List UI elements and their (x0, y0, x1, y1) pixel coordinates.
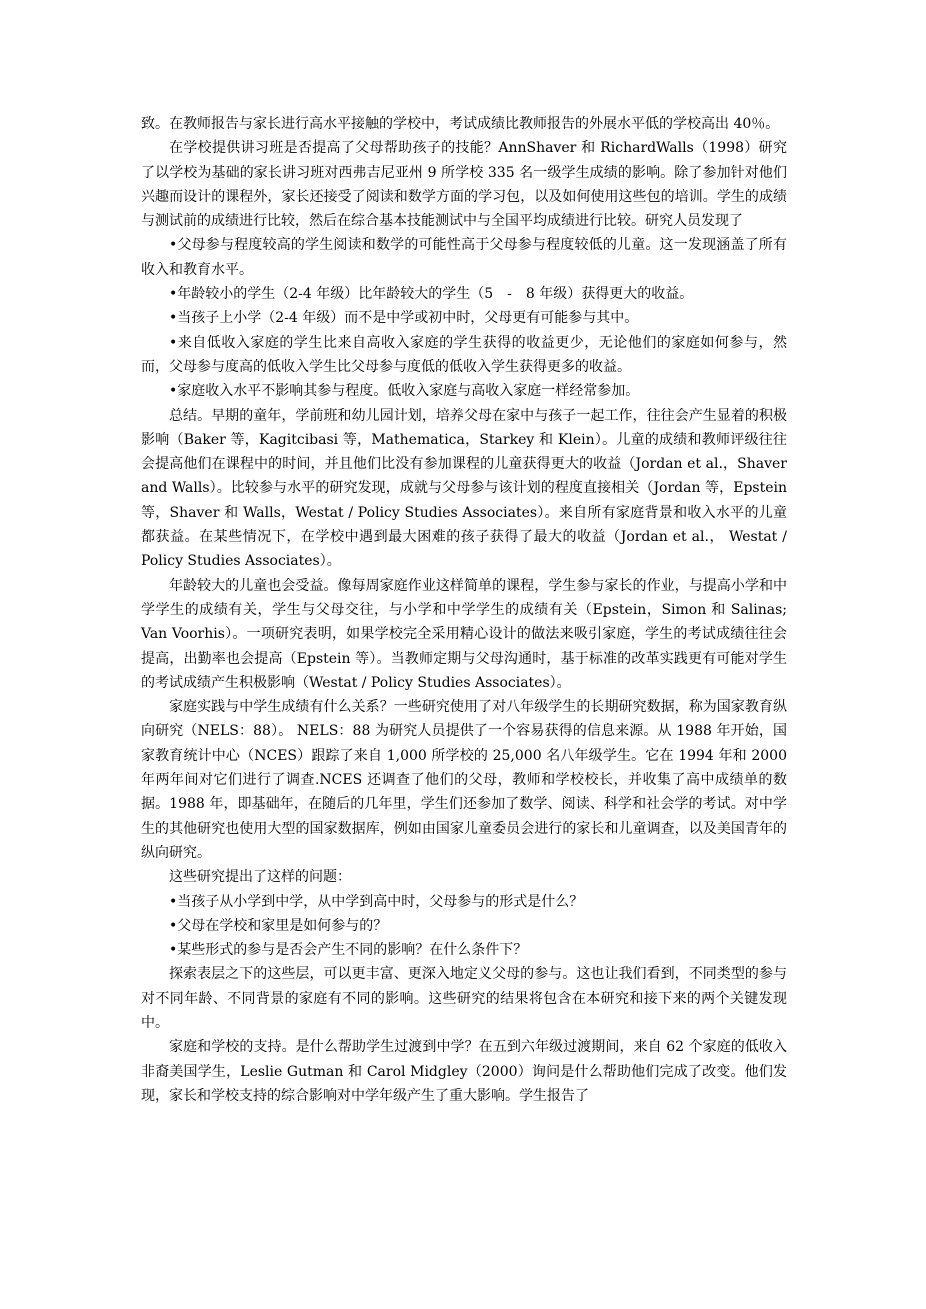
paragraph: 家庭和学校的支持。是什么帮助学生过渡到中学？在五到六年级过渡期间，来自 62 个家庭的低收入非裔美国学生，Leslie Gutman 和 Carol Midgley（2000）询问是什么帮助他们完成了改变。他们发现，家长和学校支持的综合影响对中学年级产生了重大影响。学生报告了 (141, 1039, 787, 1104)
document-body (141, 112, 787, 1108)
bullet-item: •年龄较小的学生（2-4 年级）比年龄较大的学生（5 - 8 年级）获得更大的收益。 (169, 286, 694, 303)
paragraph: 致。在教师报告与家长进行高水平接触的学校中，考试成绩比教师报告的外展水平低的学校高出 40％。 (141, 116, 780, 132)
bullet-item: •当孩子上小学（2-4 年级）而不是中学或初中时，父母更有可能参与其中。 (169, 310, 639, 327)
paragraph: 探索表层之下的这些层，可以更丰富、更深入地定义父母的参与。这也让我们看到，不同类型的参与对不同年龄、不同背景的家庭有不同的影响。这些研究的结果将包含在本研究和接下来的两个关键发现中。 (141, 966, 787, 1031)
bullet-item: •父母参与程度较高的学生阅读和数学的可能性高于父母参与程度较低的儿童。这一发现涵盖了所有收入和教育水平。 (141, 237, 787, 278)
bullet-item: •当孩子从小学到中学，从中学到高中时，父母参与的形式是什么？ (169, 893, 584, 910)
bullet-item: •家庭收入水平不影响其参与程度。低收入家庭与高收入家庭一样经常参加。 (169, 383, 640, 400)
paragraph: 这些研究提出了这样的问题： (169, 869, 351, 886)
paragraph: 在学校提供讲习班是否提高了父母帮助孩子的技能？AnnShaver 和 RichardWalls（1998）研究了以学校为基础的家长讲习班对西弗吉尼亚州 9 所学校 335 名一级学生成绩的影响。除了参加针对他们兴趣而设计的课程外，家长还接受了阅读和数学方面的学习包，以及如何使用这些包的培训。学生的成绩与测试前的成绩进行比较，然后在综合基本技能测试中与全国平均成绩进行比较。研究人员发现了 (141, 140, 787, 230)
bullet-item: •某些形式的参与是否会产生不同的影响？在什么条件下？ (169, 942, 528, 959)
paragraph: 年龄较大的儿童也会受益。像每周家庭作业这样简单的课程，学生参与家长的作业，与提高小学和中学学生的成绩有关，学生与父母交往，与小学和中学学生的成绩有关（Epstein，Simon 和 Salinas; Van Voorhis）。一项研究表明，如果学校完全采用精心设计的做法来吸引家庭，学生的考试成绩往往会提高，出勤率也会提高（Epstein 等）。当教师定期与父母沟通时，基于标准的改革实践更有可能对学生的考试成绩产生积极影响（Westat / Policy Studies Associates）。 (141, 577, 787, 691)
bullet-item: •来自低收入家庭的学生比来自高收入家庭的学生获得的收益更少，无论他们的家庭如何参与，然而，父母参与度高的低收入学生比父母参与度低的低收入学生获得更多的收益。 (141, 334, 787, 375)
bullet-item: •父母在学校和家里是如何参与的？ (169, 917, 388, 934)
paragraph: 总结。早期的童年，学前班和幼儿园计划，培养父母在家中与孩子一起工作，往往会产生显着的积极影响（Baker 等，Kagitcibasi 等，Mathematica，Starkey 和 Klein）。儿童的成绩和教师评级往往会提高他们在课程中的时间，并且他们比没有参加课程的儿童获得更大的收益（Jordan et al.，Shaver and Walls）。比较参与水平的研究发现，成就与父母参与该计划的程度直接相关（Jordan 等，Epstein 等，Shaver 和 Walls，Westat / Policy Studies Associates）。来自所有家庭背景和收入水平的儿童都获益。在某些情况下，在学校中遇到最大困难的孩子获得了最大的收益（Jordan et al.， Westat / Policy Studies Associates）。 (141, 407, 787, 570)
paragraph: 家庭实践与中学生成绩有什么关系？一些研究使用了对八年级学生的长期研究数据，称为国家教育纵向研究（NELS：88）。 NELS：88 为研究人员提供了一个容易获得的信息来源。从 1988 年开始，国家教育统计中心（NCES）跟踪了来自 1,000 所学校的 25,000 名八年级学生。它在 1994 年和 2000 年两年间对它们进行了调查.NCES 还调查了他们的父母，教师和学校校长，并收集了高中成绩单的数据。1988 年，即基础年，在随后的几年里，学生们还参加了数学、阅读、科学和社会学的考试。对中学生的其他研究也使用大型的国家数据库，例如由国家儿童委员会进行的家长和儿童调查，以及美国青年的纵向研究。 (141, 699, 787, 861)
